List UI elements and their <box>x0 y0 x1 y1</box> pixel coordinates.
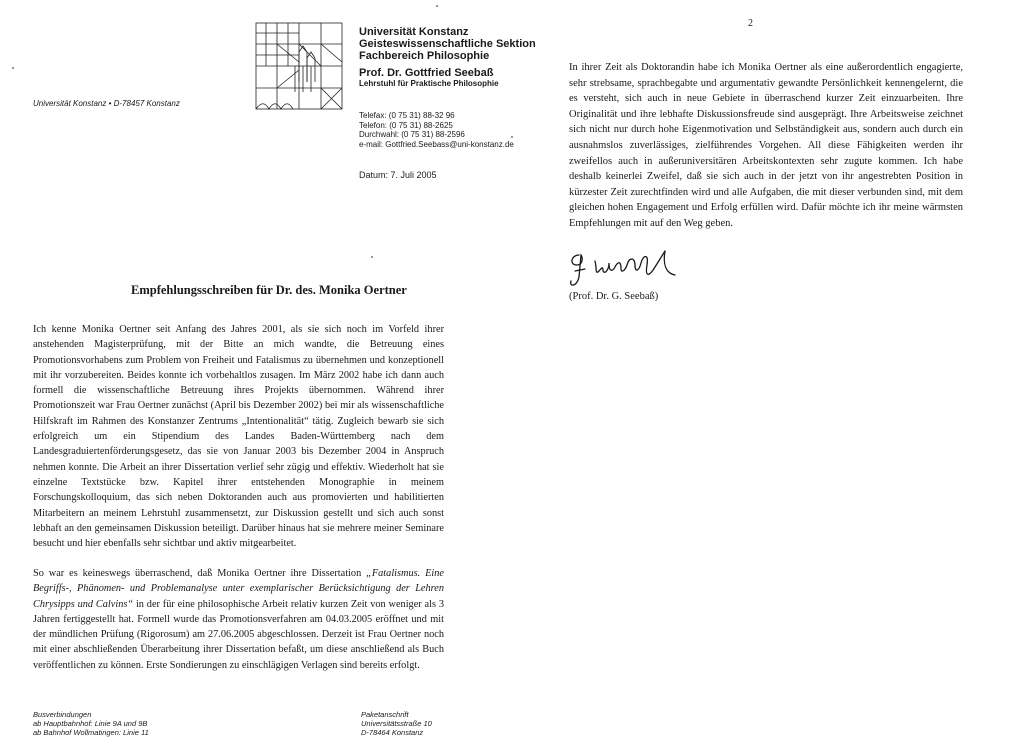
parcel-street: Universitätsstraße 10 <box>361 719 432 728</box>
scan-speck <box>436 5 438 7</box>
sender-address-line: Universität Konstanz • D-78457 Konstanz <box>33 99 180 108</box>
university-name: Universität Konstanz <box>359 26 469 38</box>
parcel-city: D-78464 Konstanz <box>361 728 424 737</box>
department-name: Fachbereich Philosophie <box>359 50 490 62</box>
telefon: Telefon: (0 75 31) 88-2625 <box>359 120 453 130</box>
university-logo <box>255 22 343 110</box>
contact-block <box>359 111 514 149</box>
bus-title: Busverbindungen <box>33 710 92 719</box>
bus-line-1: ab Hauptbahnhof: Linie 9A und 9B <box>33 719 148 728</box>
scan-speck <box>511 136 513 138</box>
durchwahl: Durchwahl: (0 75 31) 88-2596 <box>359 130 465 139</box>
paragraph-3: In ihrer Zeit als Doktorandin habe ich Monika Oertner als eine außerordentlich engagierte, sehr strebsame, sprachbegabte und argumentativ gewandte Persönlichkeit kennengelernt, die es versteht, sich auch in neue Gebiete in überraschend kurzer Zeit einzuarbeiten. Ihre Originalität und ihre lebhafte Diskussionsfreude sind ausgeprägt. Ihre Arbeitsweise zeichnet sich nicht nur durch hohe Eigenmotivation und Selbständigkeit aus, sondern auch durch ein ausnahmslos zuverlässiges, zielführendes Vorgehen. All diese Fähigkeiten werden ihr zweifellos auch in außeruniversitären Arbeitskontexten sehr zugute kommen. Ich habe deshalb keinerlei Zweifel, daß sie sich auch in der jetzt von ihr angestrebten Position in kürzester Zeit zurechtfinden wird und alle Aufgaben, die mit dieser verbunden sind, mit dem gleichen hohen Engagement und Erfolg erfüllen wird. Dafür möchte ich ihr meine wärmsten Empfehlungen mit auf den Weg geben. <box>569 62 963 229</box>
page-number: 2 <box>748 18 753 29</box>
letterhead-institution <box>359 26 536 62</box>
paragraph-1: Ich kenne Monika Oertner seit Anfang des Jahres 2001, als sie sich noch im Vorfeld ihrer anstehenden Magisterprüfung, mit der Bitte an mich wandte, die Betreuung eines Promotionsvorhabens zum Problem von Freiheit und Fatalismus zu übernehmen und konzeptionell mit ihr vorzubereiten. Beides konnte ich vorbehaltlos zusagen. Im März 2002 habe ich dann auch formell die wissenschaftliche Betreuung ihres Projekts übernommen. Während ihrer Promotionszeit war Frau Oertner zunächst (April bis Dezember 2002) bei mir als wissenschaftliche Hilfskraft im Rahmen des Konstanzer Zentrums „Intentionalität“ tätig. Zugleich bewarb sie sich erfolgreich um ein Stipendium des Landes Baden-Württemberg nach dem Landesgraduiertenförderungsgesetz, das sie von Januar 2003 bis Dezember 2004 in Anspruch nehmen konnte. Die Arbeit an ihrer Dissertation verlief sehr zügig und effektiv. Wiederholt hat sie einzelne Textstücke bzw. Kapitel ihrer entstehenden Monographie in meinem Forschungskolloquium, das sich neben Doktoranden auch aus promovierten und habilitierten Mitarbeitern an meinem Lehrstuhl zusammensetzt, zur Diskussion gestellt und sich auch sonst lebhaft an den gemeinsamen Diskussion beteiligt. Darüber hinaus hat sie mehrere meiner Seminare besucht und hier ebenfalls sehr sichtbar und aktiv mitgearbeitet. <box>33 324 444 550</box>
email: e-mail: Gottfried.Seebass@uni-konstanz.de <box>359 139 514 149</box>
paragraph-2-rest: in der für eine philosophische Arbeit relativ kurzen Zeit von weniger als 3 Jahren fertiggestellt hat. Formell wurde das Promotionsverfahren am 04.03.2005 eröffnet und mit der mündlichen Prüfung (Rigorosum) am 27.06.2005 abgeschlossen. Derzeit ist Frau Oertner noch mit einer abschließenden Überarbeitung ihrer Dissertation befaßt, um diese anschließend als Buch veröffentlichen zu können. Erste Sondierungen zu einschlägigen Verlagen sind bereits erfolgt. <box>33 598 444 671</box>
professor-name: Prof. Dr. Gottfried Seebaß <box>359 67 494 79</box>
dissertation-title: „Fatalismus. Eine Begriffs-, Phänomen- und Problemanalyse unter exemplarischer Berücksichtigung der Lehren Chrysipps und Calvins“ <box>33 568 444 610</box>
paragraph-2-intro: So war es keineswegs überraschend, daß Monika Oertner ihre Dissertation <box>33 568 367 579</box>
bus-line-2: ab Bahnhof Wollmatingen: Linie 11 <box>33 728 149 737</box>
signatory-name: (Prof. Dr. G. Seebaß) <box>569 291 659 302</box>
scan-speck <box>371 256 373 258</box>
letter-subject: Empfehlungsschreiben für Dr. des. Monika Oertner <box>131 283 407 297</box>
section-name: Geisteswissenschaftliche Sektion <box>359 38 536 50</box>
footer-parcel-address <box>361 710 432 737</box>
paragraph-2 <box>33 566 444 673</box>
scan-speck <box>12 67 14 69</box>
chair-name: Lehrstuhl für Praktische Philosophie <box>359 79 499 88</box>
telefax: Telefax: (0 75 31) 88-32 96 <box>359 111 455 120</box>
handwritten-signature <box>565 247 685 291</box>
letter-date: Datum: 7. Juli 2005 <box>359 170 437 180</box>
footer-bus-connections <box>33 710 149 737</box>
parcel-title: Paketanschrift <box>361 710 409 719</box>
